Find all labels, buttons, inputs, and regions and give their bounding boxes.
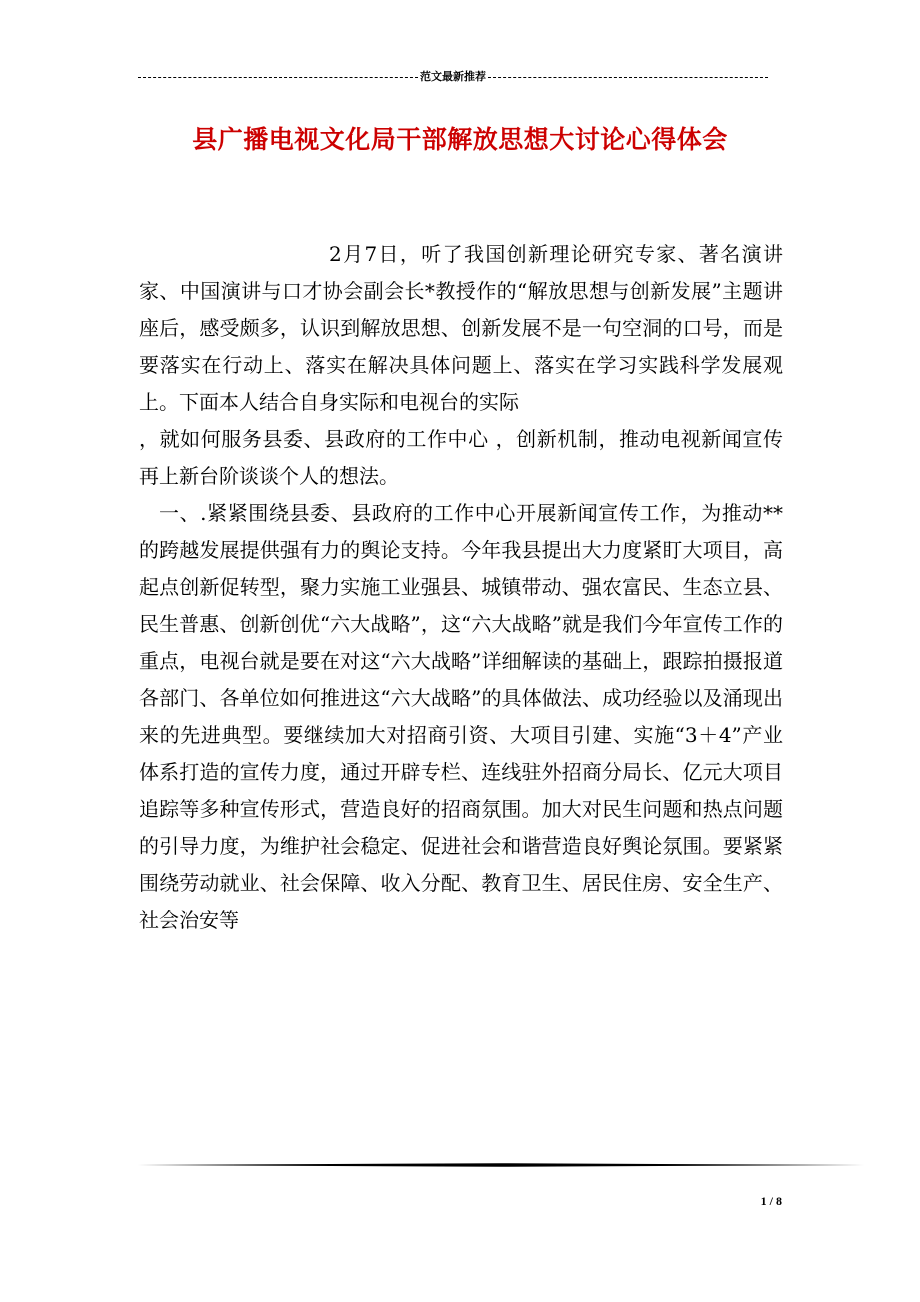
page-number-current: 1 — [760, 1194, 767, 1208]
header-banner-label: 范文最新推荐 — [420, 70, 486, 83]
document-title: 县广播电视文化局干部解放思想大讨论心得体会 — [192, 125, 728, 154]
paragraph-intro: 2月7日，听了我国创新理论研究专家、著名演讲家、中国演讲与口才协会副会长*教授作的“解放思想与创新发展”主题讲座后，感受颇多，认识到解放思想、创新发展不是一句空洞的口号，而是要落实在行动上、落实在解决具体问题上、落实在学习实践科学发展观上。下面本人结合自身实际和电视台的实际 — [139, 242, 783, 414]
footer-divider-line — [138, 1163, 864, 1167]
page-number-total: 8 — [776, 1194, 782, 1208]
page-number — [740, 1194, 782, 1209]
header-banner — [138, 68, 768, 86]
document-body — [139, 236, 783, 939]
paragraph-continuation: ，就如何服务县委、县政府的工作中心 ，创新机制，推动电视新闻宣传再上新台阶谈谈个人的想法。 — [139, 427, 783, 488]
header-dash-right — [488, 68, 768, 86]
paragraph-section-one: 一、.紧紧围绕县委、县政府的工作中心开展新闻宣传工作，为推动**的跨越发展提供强有力的舆论支持。今年我县提出大力度紧盯大项目，高起点创新促转型，聚力实施工业强县、城镇带动、强农富民、生态立县、民生普惠、创新创优“六大战略”，这“六大战略”就是我们今年宣传工作的重点，电视台就是要在对这“六大战略”详细解读的基础上，跟踪拍摄报道各部门、各单位如何推进这“六大战略”的具体做法、成功经验以及涌现出来的先进典型。要继续加大对招商引资、大项目引建、实施“3＋4”产业体系打造的宣传力度，通过开辟专栏、连线驻外招商分局长、亿元大项目追踪等多种宣传形式，营造良好的招商氛围。加大对民生问题和热点问题的引导力度，为维护社会稳定、促进社会和谐营造良好舆论氛围。要紧紧围绕劳动就业、社会保障、收入分配、教育卫生、居民住房、安全生产、社会治安等 — [139, 501, 783, 932]
page-number-separator: / — [766, 1194, 776, 1208]
footer-divider — [138, 1163, 864, 1167]
header-dash-left — [138, 68, 418, 86]
